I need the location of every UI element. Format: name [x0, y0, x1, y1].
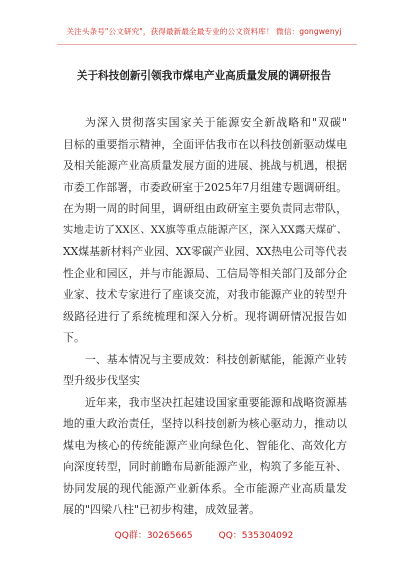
body-line: 近年来，我市坚决扛起建设国家重要能源和战略资源基	[85, 395, 347, 409]
body-line: 实地走访了XX区、XX旗等重点能源产区，深入XX露天煤矿、	[63, 223, 347, 236]
body-line: 向深度转型，同时前瞻布局新能源产业，构筑了多能互补、	[63, 460, 347, 473]
body-line: 协同发展的现代能源产业新体系。全市能源产业高质量发	[63, 481, 347, 495]
body-line: 级路径进行了系统梳理和深入分析。现将调研情况报告如	[63, 309, 347, 323]
body-line: 下。	[63, 331, 85, 344]
body-line: 煤电为核心的传统能源产业向绿色化、智能化、高效化方	[63, 438, 347, 452]
header-divider	[57, 44, 357, 45]
footer-qq-group: QQ群：30265665	[114, 531, 193, 541]
section-heading-line: 一、基本情况与主要成效：科技创新赋能，能源产业转	[85, 352, 347, 366]
body-line: 展的"四梁八柱"已初步构建，成效显著。	[63, 503, 261, 516]
body-line: 在为期一周的时间里，调研组由政研室主要负责同志带队，	[63, 202, 347, 215]
document-body	[63, 112, 347, 521]
header-banner: 关注头条号"公文研究"，获得最新最全最专业的公文资料库！ 微信：gongwenyj	[66, 27, 342, 36]
body-line: 性企业和园区，并与市能源局、工信局等相关部门及部分企	[63, 266, 347, 280]
body-line: 地的重大政治责任，坚持以科技创新为核心驱动力，推动以	[63, 417, 347, 430]
footer-contact	[0, 528, 408, 541]
footer-qq: QQ：535304092	[218, 531, 294, 541]
body-line: 为深入贯彻落实国家关于能源安全新战略和"双碳"	[85, 116, 347, 129]
body-line: XX煤基新材料产业园、XX零碳产业园、XX热电公司等代表	[63, 245, 347, 258]
document-title: 关于科技创新引领我市煤电产业高质量发展的调研报告	[76, 70, 332, 82]
body-line: 市委工作部署，市委政研室于2025年7月组建专题调研组。	[63, 180, 347, 194]
body-line: 业家、技术专家进行了座谈交流，对我市能源产业的转型升	[63, 288, 347, 301]
body-line: 及相关能源产业高质量发展方面的进展、挑战与机遇，根据	[63, 159, 347, 172]
body-line: 目标的重要指示精神，全面评估我市在以科技创新驱动煤电	[63, 137, 347, 151]
section-heading-line: 型升级步伐坚实	[63, 374, 140, 387]
